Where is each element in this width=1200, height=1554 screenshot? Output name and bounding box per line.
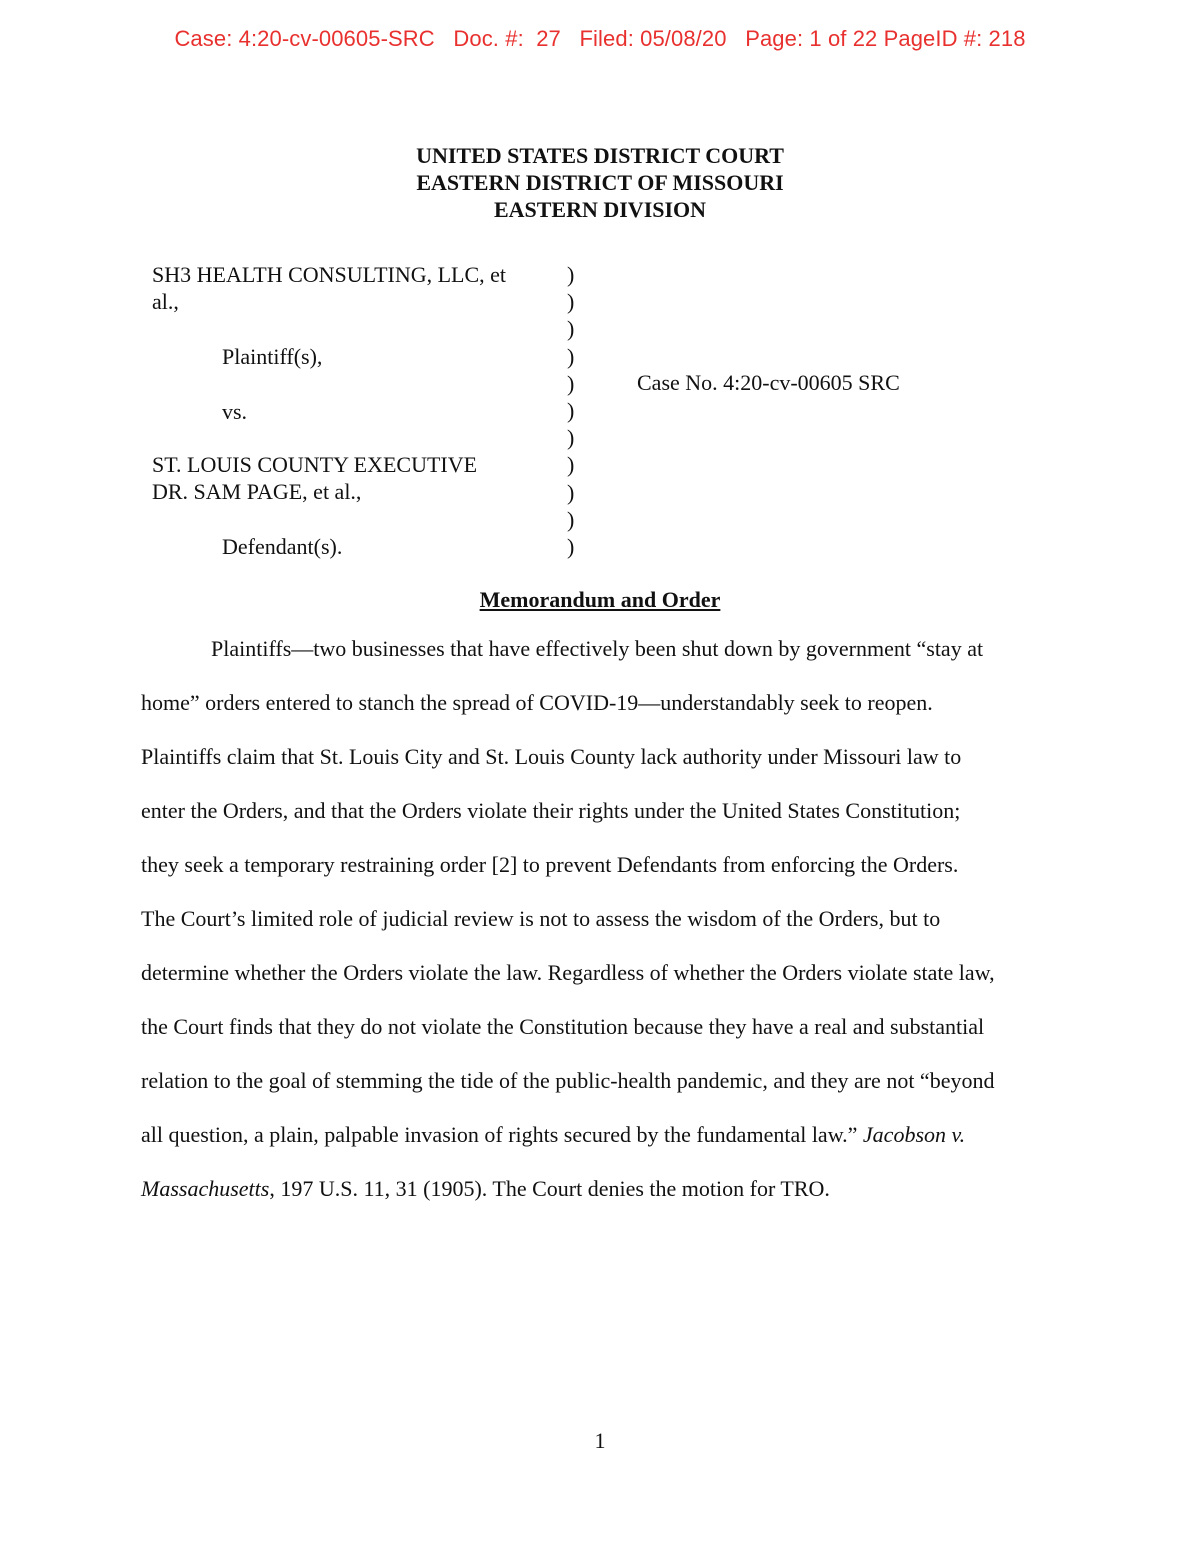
body-line: determine whether the Orders violate the law. Regardless of whether the Orders violate state law, — [141, 960, 995, 985]
body-line — [141, 1122, 965, 1148]
case-number: Case No. 4:20-cv-00605 SRC — [637, 370, 900, 395]
caption-paren: ) — [567, 479, 575, 505]
body-line: the Court finds that they do not violate the Constitution because they have a real and substantial — [141, 1014, 985, 1039]
caption-parentheses — [567, 261, 587, 560]
caption-paren: ) — [567, 370, 575, 396]
caption-paren: ) — [567, 452, 575, 478]
body-line: they seek a temporary restraining order [2] to prevent Defendants from enforcing the Orders. — [141, 852, 959, 877]
defendant-name-line2: DR. SAM PAGE, et al., — [152, 479, 362, 504]
court-heading — [0, 142, 1200, 223]
case-header-stamp: Case: 4:20-cv-00605-SRC Doc. #: 27 Filed: 05/08/20 Page: 1 of 22 PageID #: 218 — [174, 26, 1026, 51]
body-line-text: , 197 U.S. 11, 31 (1905). The Court denies the motion for TRO. — [269, 1176, 830, 1201]
court-division: EASTERN DIVISION — [493, 197, 707, 222]
caption-paren: ) — [567, 289, 575, 315]
body-line-text: all question, a plain, palpable invasion of rights secured by the fundamental law.” — [141, 1122, 863, 1147]
body-line: The Court’s limited role of judicial review is not to assess the wisdom of the Orders, but to — [141, 906, 941, 931]
caption-paren: ) — [567, 262, 575, 287]
caption-paren: ) — [567, 316, 575, 342]
plaintiff-role: Plaintiff(s), — [222, 344, 323, 369]
versus-label: vs. — [222, 399, 248, 424]
court-district: EASTERN DISTRICT OF MISSOURI — [416, 170, 784, 195]
caption-paren: ) — [567, 425, 575, 451]
body-line: relation to the goal of stemming the tide of the public-health pandemic, and they are not “beyond — [141, 1068, 995, 1093]
body-line: Plaintiffs claim that St. Louis City and St. Louis County lack authority under Missouri law to — [141, 744, 962, 769]
plaintiff-name-line2: al., — [152, 289, 179, 314]
case-citation-name: Massachusetts — [141, 1176, 270, 1201]
body-line: home” orders entered to stanch the spread of COVID-19—understandably seek to reopen. — [141, 690, 933, 715]
body-line: Plaintiffs—two businesses that have effectively been shut down by government “stay at — [211, 636, 984, 661]
body-line — [141, 1176, 830, 1202]
plaintiff-name-line1: SH3 HEALTH CONSULTING, LLC, et — [152, 262, 507, 287]
defendant-name-line1: ST. LOUIS COUNTY EXECUTIVE — [152, 452, 478, 477]
document-title: Memorandum and Order — [479, 587, 721, 612]
caption-paren: ) — [567, 506, 575, 532]
court-name: UNITED STATES DISTRICT COURT — [416, 143, 784, 168]
case-citation-name: Jacobson v. — [862, 1122, 966, 1147]
page-number: 1 — [594, 1428, 606, 1453]
defendant-role: Defendant(s). — [222, 534, 343, 559]
caption-paren: ) — [567, 343, 575, 369]
body-line: enter the Orders, and that the Orders violate their rights under the United States Constitution; — [141, 798, 961, 823]
caption-paren: ) — [567, 397, 575, 423]
caption-paren: ) — [567, 533, 575, 559]
